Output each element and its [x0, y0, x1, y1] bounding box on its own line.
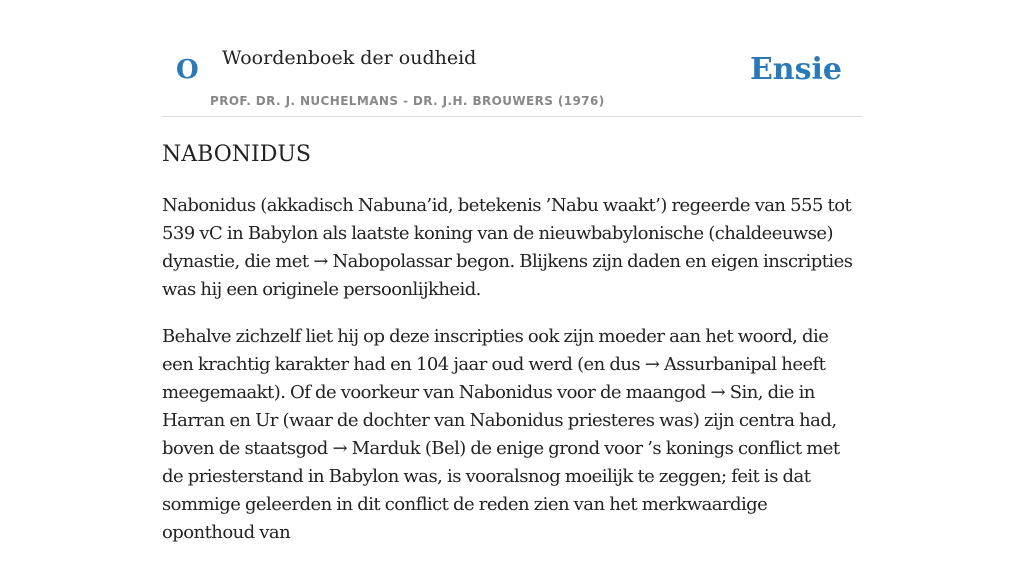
book-authors: PROF. DR. J. NUCHELMANS - DR. J.H. BROUWERS (1976) — [210, 94, 605, 108]
ensie-logo-link[interactable]: Ensie — [749, 52, 842, 87]
paragraph-text: heeft meegemaakt). Of de voorkeur van Nabonidus voor de maangod — [162, 354, 826, 403]
crossref-link-marduk[interactable]: → Marduk — [332, 438, 421, 459]
paragraph-text: begon. Blijkens zijn daden en eigen inscripties was hij een originele persoonlijkheid. — [162, 251, 853, 300]
crossref-link-sin[interactable]: → Sin — [710, 382, 758, 403]
page-header — [162, 0, 862, 117]
paragraph-text: Nabonidus (akkadisch Nabuna’id, betekenis ’Nabu waakt’) regeerde van 555 tot 539 vC in Babylon als laatste koning van de nieuwbabylonische (chaldeeuwse) dynastie, die met — [162, 195, 852, 272]
paragraph-text: Behalve zichzelf liet hij op deze inscripties ook zijn moeder aan het woord, die een krachtig karakter had en 104 jaar oud werd (en dus — [162, 326, 829, 375]
entry-body — [162, 192, 862, 566]
paragraph-text: (Bel) de enige grond voor ’s konings conflict met de priesterstand in Babylon was, is vooralsnog moeilijk te zeggen; feit is dat sommige geleerden in dit conflict de reden zien van het merkwaardige oponthoud van — [162, 438, 840, 543]
entry-paragraph — [162, 192, 862, 304]
book-letter[interactable]: O — [176, 55, 199, 85]
crossref-link-assurbanipal[interactable]: → Assurbanipal — [644, 354, 777, 375]
entry-title: NABONIDUS — [162, 142, 311, 167]
entry-paragraph — [162, 323, 862, 547]
book-title[interactable]: Woordenboek der oudheid — [222, 47, 477, 69]
paragraph-text: , die in Harran en Ur (waar de dochter van Nabonidus priesteres was) zijn centra had, boven de staatsgod — [162, 382, 837, 459]
crossref-link-nabopolassar[interactable]: → Nabopolassar — [313, 251, 452, 272]
